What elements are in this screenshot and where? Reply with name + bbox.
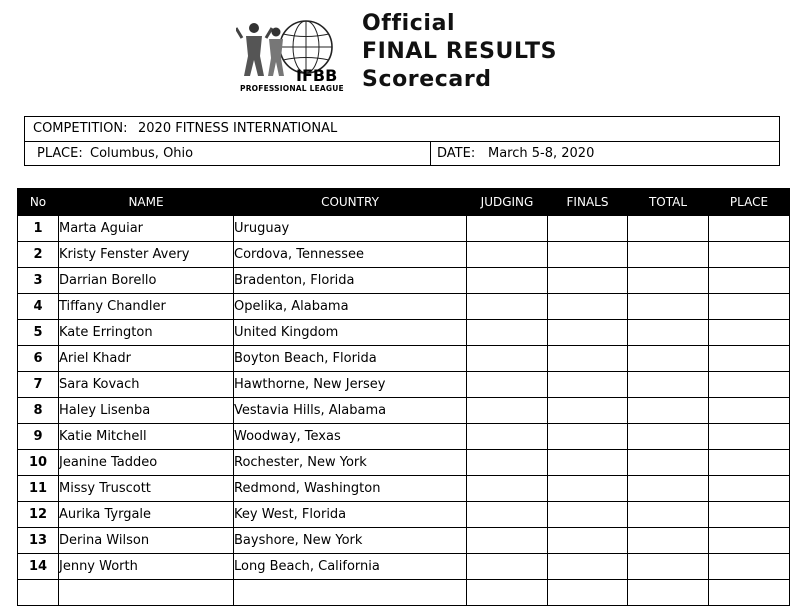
cell-finals [548,242,628,268]
cell-no: 2 [18,242,59,268]
cell-country: Boyton Beach, Florida [234,346,467,372]
cell-total [628,450,709,476]
cell-judging [467,502,548,528]
cell-name: Kristy Fenster Avery [59,242,234,268]
date-value: March 5-8, 2020 [488,146,595,161]
title-line-2: FINAL RESULTS [362,39,558,64]
logo-wordmark: IFBB [296,66,338,85]
cell-place [709,372,790,398]
cell-total [628,528,709,554]
cell-judging [467,346,548,372]
cell-name: Missy Truscott [59,476,234,502]
competition-row [25,117,779,142]
cell-judging [467,398,548,424]
cell-judging [467,528,548,554]
cell-finals [548,528,628,554]
cell-finals [548,268,628,294]
cell-country [234,580,467,606]
cell-total [628,372,709,398]
column-header-total: TOTAL [628,189,709,216]
cell-total [628,554,709,580]
cell-name: Darrian Borello [59,268,234,294]
scorecard-header [0,0,800,104]
cell-place [709,424,790,450]
cell-name: Jenny Worth [59,554,234,580]
competition-info-box [24,116,780,166]
cell-name: Derina Wilson [59,528,234,554]
cell-name: Marta Aguiar [59,216,234,242]
table-row [18,242,790,268]
cell-place [709,528,790,554]
cell-no: 8 [18,398,59,424]
cell-name: Ariel Khadr [59,346,234,372]
cell-country: Vestavia Hills, Alabama [234,398,467,424]
cell-judging [467,476,548,502]
column-header-finals: FINALS [548,189,628,216]
logo-tagline: PROFESSIONAL LEAGUE [240,84,344,93]
table-row [18,554,790,580]
competition-label: COMPETITION: [33,121,128,136]
cell-country: Opelika, Alabama [234,294,467,320]
cell-finals [548,320,628,346]
cell-total [628,346,709,372]
table-header-row [18,189,790,216]
cell-country: United Kingdom [234,320,467,346]
cell-total [628,294,709,320]
cell-total [628,424,709,450]
table-row [18,528,790,554]
cell-finals [548,424,628,450]
cell-name: Haley Lisenba [59,398,234,424]
cell-no: 5 [18,320,59,346]
cell-no: 1 [18,216,59,242]
table-row [18,502,790,528]
cell-place [709,398,790,424]
table-row [18,372,790,398]
cell-place [709,268,790,294]
scorecard-title [362,10,557,94]
table-row [18,294,790,320]
cell-country: Redmond, Washington [234,476,467,502]
cell-country: Uruguay [234,216,467,242]
cell-judging [467,580,548,606]
cell-finals [548,476,628,502]
cell-country: Hawthorne, New Jersey [234,372,467,398]
cell-judging [467,320,548,346]
table-row [18,216,790,242]
column-header-name: NAME [59,189,234,216]
cell-name: Sara Kovach [59,372,234,398]
cell-country: Bayshore, New York [234,528,467,554]
place-date-row [25,142,779,166]
cell-country: Woodway, Texas [234,424,467,450]
cell-place [709,554,790,580]
cell-finals [548,372,628,398]
cell-no: 12 [18,502,59,528]
results-table [17,188,790,606]
column-header-place: PLACE [709,189,790,216]
cell-finals [548,450,628,476]
column-header-no: No [18,189,59,216]
table-row [18,424,790,450]
cell-no: 14 [18,554,59,580]
cell-name [59,580,234,606]
cell-finals [548,398,628,424]
cell-finals [548,346,628,372]
cell-no [18,580,59,606]
cell-total [628,398,709,424]
table-row [18,450,790,476]
cell-total [628,502,709,528]
cell-place [709,320,790,346]
cell-country: Long Beach, California [234,554,467,580]
cell-judging [467,268,548,294]
cell-no: 13 [18,528,59,554]
results-body [18,216,790,606]
cell-judging [467,372,548,398]
table-row [18,268,790,294]
cell-name: Katie Mitchell [59,424,234,450]
table-row [18,320,790,346]
table-row [18,580,790,606]
cell-place [709,216,790,242]
cell-country: Key West, Florida [234,502,467,528]
cell-name: Aurika Tyrgale [59,502,234,528]
cell-country: Rochester, New York [234,450,467,476]
cell-no: 9 [18,424,59,450]
cell-country: Cordova, Tennessee [234,242,467,268]
date-label: DATE: [437,146,476,161]
title-line-1: Official [362,11,456,36]
cell-no: 6 [18,346,59,372]
column-header-judging: JUDGING [467,189,548,216]
cell-judging [467,216,548,242]
cell-judging [467,554,548,580]
cell-finals [548,294,628,320]
cell-no: 4 [18,294,59,320]
cell-total [628,320,709,346]
info-divider [430,142,431,166]
place-value: Columbus, Ohio [90,146,194,161]
cell-judging [467,424,548,450]
table-row [18,398,790,424]
cell-total [628,476,709,502]
cell-judging [467,450,548,476]
cell-no: 7 [18,372,59,398]
cell-total [628,268,709,294]
table-row [18,346,790,372]
cell-judging [467,242,548,268]
cell-place [709,242,790,268]
cell-finals [548,554,628,580]
cell-name: Jeanine Taddeo [59,450,234,476]
cell-name: Kate Errington [59,320,234,346]
cell-no: 11 [18,476,59,502]
cell-judging [467,294,548,320]
cell-place [709,476,790,502]
table-row [18,476,790,502]
cell-place [709,502,790,528]
cell-place [709,346,790,372]
title-line-3: Scorecard [362,67,492,92]
cell-place [709,450,790,476]
cell-total [628,242,709,268]
cell-no: 10 [18,450,59,476]
cell-place [709,580,790,606]
cell-total [628,580,709,606]
cell-total [628,216,709,242]
competition-value: 2020 FITNESS INTERNATIONAL [138,121,338,136]
cell-finals [548,216,628,242]
cell-name: Tiffany Chandler [59,294,234,320]
cell-place [709,294,790,320]
cell-country: Bradenton, Florida [234,268,467,294]
place-label: PLACE: [37,146,83,161]
cell-no: 3 [18,268,59,294]
cell-finals [548,580,628,606]
column-header-country: COUNTRY [234,189,467,216]
cell-finals [548,502,628,528]
